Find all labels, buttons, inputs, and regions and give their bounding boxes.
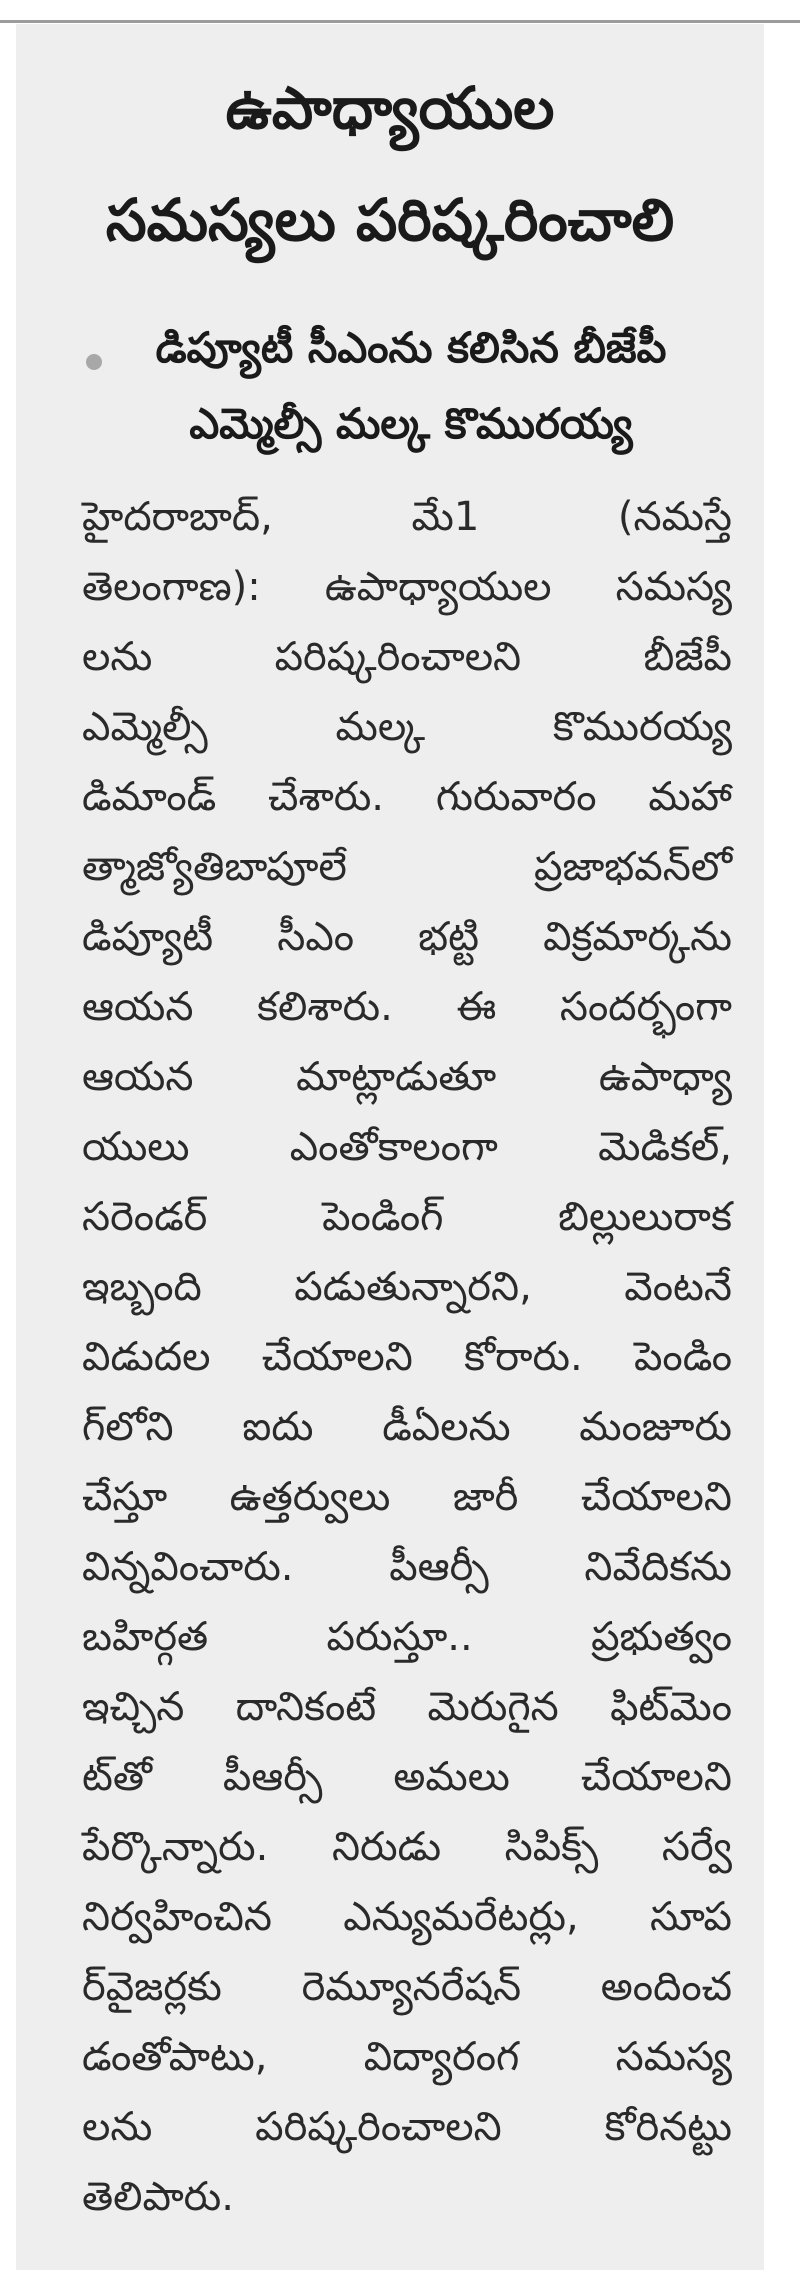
body-line: బహిర్గత పరుస్తూ.. ప్రభుత్వం [82,1614,732,1660]
body-line: డంతోపాటు, విద్యారంగ సమస్య [82,2034,732,2080]
body-line: ట్‌తో పీఆర్సీ అమలు చేయాలని [82,1754,732,1800]
body-line: ఆయన మాట్లాడుతూ ఉపాధ్యా [82,1054,732,1100]
body-line: గ్‌లోని ఐదు డీఏలను మంజూరు [82,1404,732,1450]
body-line: సరెండర్ పెండింగ్ బిల్లులురాక [82,1194,732,1240]
subhead-line-1: డిప్యూటీ సీఎంను కలిసిన బీజేపీ [155,323,667,372]
body-line: ఇబ్బంది పడుతున్నారని, వెంటనే [82,1264,732,1310]
body-line: విడుదల చేయాలని కోరారు. పెండిం [82,1334,732,1380]
news-clipping [16,24,764,2270]
subhead-line-2: ఎమ్మెల్సీ మల్క కొమురయ్య [189,399,633,448]
body-line: ఆయన కలిశారు. ఈ సందర్భంగా [82,984,732,1030]
headline-line-2: సమస్యలు పరిష్కరించాలి [105,186,675,254]
headline-line-1: ఉపాధ్యాయుల [225,74,555,142]
body-line: యులు ఎంతోకాలంగా మెడికల్, [82,1124,732,1170]
body-line: డిమాండ్ చేశారు. గురువారం మహా [82,774,732,820]
body-line: తెలిపారు. [82,2174,234,2220]
body-line: ఇచ్చిన దానికంటే మెరుగైన ఫిట్‌మెం [82,1684,732,1730]
body-line: చేస్తూ ఉత్తర్వులు జారీ చేయాలని [82,1474,732,1520]
body-line: హైదరాబాద్, మే1 (నమస్తే [82,494,732,540]
body-line: ర్‌వైజర్లకు రెమ్యూనరేషన్ అందించ [82,1964,732,2010]
body-line: తెలంగాణ): ఉపాధ్యాయుల సమస్య [82,564,732,610]
body-line: ఎమ్మెల్సీ మల్క కొమురయ్య [82,704,732,750]
body-line: పేర్కొన్నారు. నిరుడు సిపిక్స్ సర్వే [82,1824,732,1870]
body-line: నిర్వహించిన ఎన్యుమరేటర్లు, సూప [82,1894,732,1940]
body-line: డిప్యూటీ సీఎం భట్టి విక్రమార్కను [82,914,732,960]
body-line: విన్నవించారు. పీఆర్సీ నివేదికను [82,1544,732,1590]
body-line: లను పరిష్కరించాలని బీజేపీ [82,634,732,680]
body-line: త్మాజ్యోతిబాపూలే ప్రజాభవన్‌లో [82,844,732,890]
top-divider [0,20,800,23]
body-line: లను పరిష్కరించాలని కోరినట్టు [82,2104,732,2150]
